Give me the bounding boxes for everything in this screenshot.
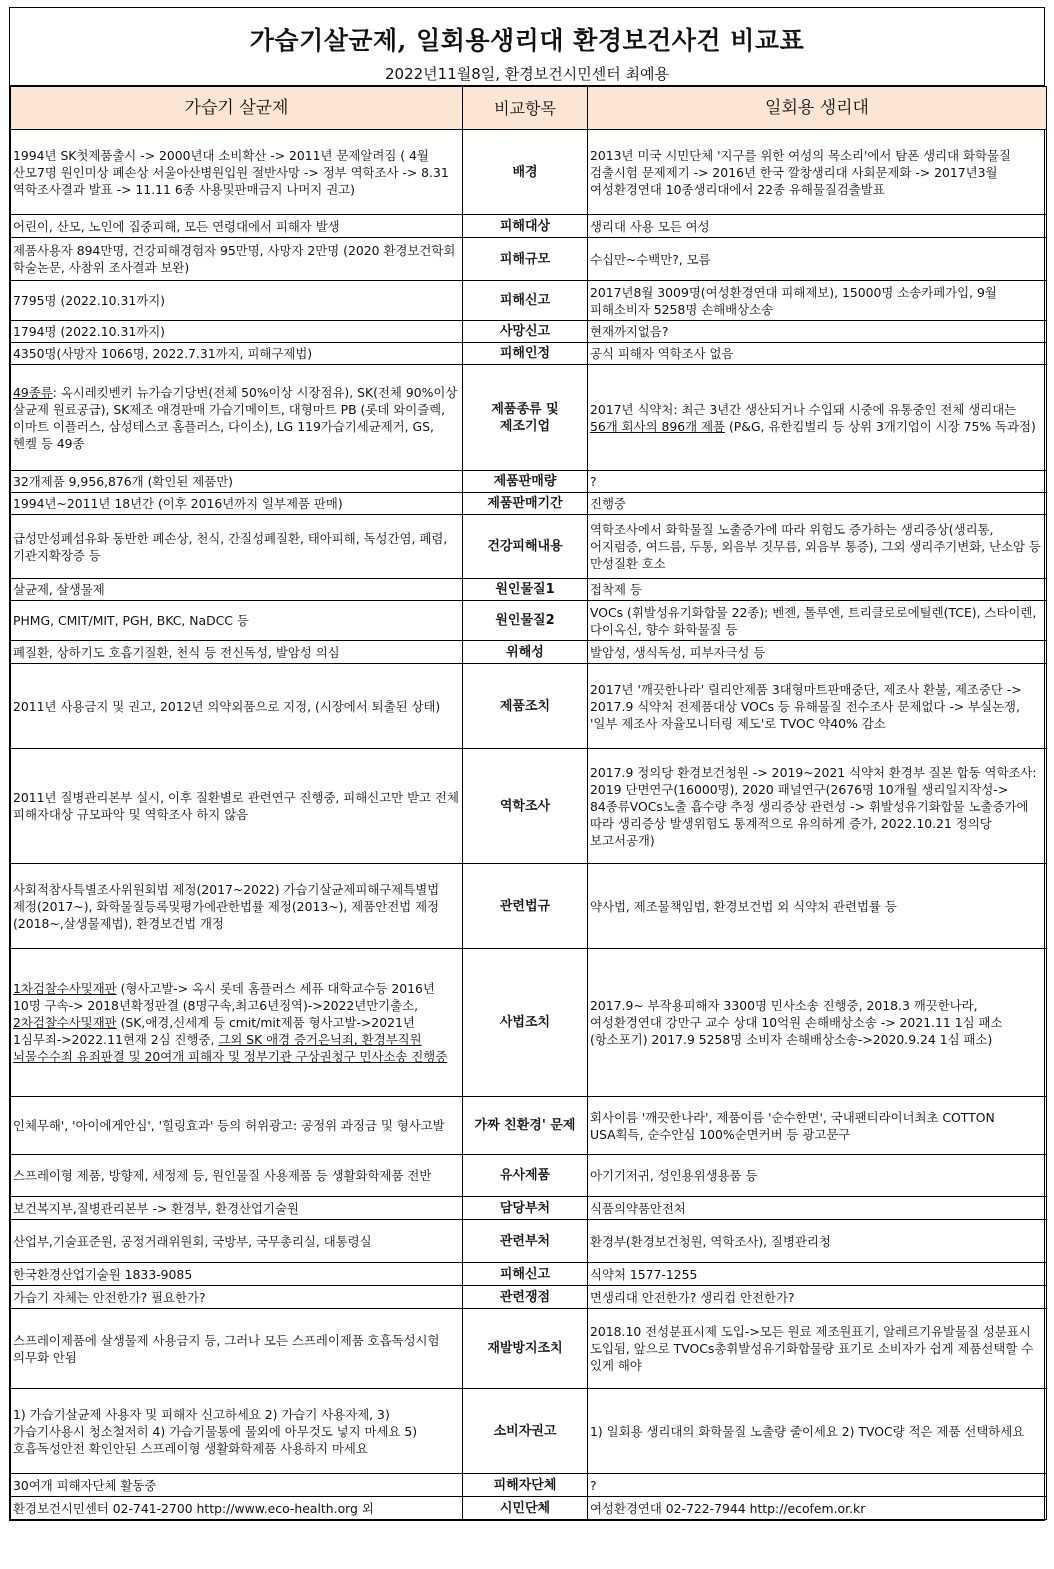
cell-item: 건강피해내용 <box>463 515 588 579</box>
cell-item: 피해신고 <box>463 281 588 321</box>
table-row <box>11 1263 1047 1286</box>
cell-right: 면생리대 안전한가? 생리컵 안전한가? <box>588 1286 1047 1309</box>
underlined-text: 1차검찰수사및재판 <box>13 981 117 996</box>
cell-right: 여성환경연대 02-722-7944 http://ecofem.or.kr <box>588 1497 1047 1520</box>
table-row <box>11 949 1047 1097</box>
cell-left: 환경보건시민센터 02-741-2700 http://www.eco-health.org 외 <box>11 1497 463 1520</box>
cell-item: 피해인정 <box>463 343 588 365</box>
cell-right: 생리대 사용 모든 여성 <box>588 215 1047 238</box>
table-row <box>11 664 1047 749</box>
cell-item: 관련법규 <box>463 864 588 949</box>
comparison-sheet <box>9 7 1045 1521</box>
cell-right: 접착제 등 <box>588 579 1047 601</box>
cell-item: 역학조사 <box>463 749 588 864</box>
table-header-row <box>11 87 1047 130</box>
cell-left: 어린이, 산모, 노인에 집중피해, 모든 연령대에서 피해자 발생 <box>11 215 463 238</box>
cell-item: 피해대상 <box>463 215 588 238</box>
cell-left <box>11 365 463 471</box>
cell-right: 2013년 미국 시민단체 '지구를 위한 여성의 목소리'에서 탐폰 생리대 화학물질 검출시험 문제제기 -> 2016년 한국 깔창생리대 사회문제화 -> 2017년3월 여성환경연대 10종생리대에서 22종 유해물질검출발표 <box>588 130 1047 215</box>
cell-item: 사망신고 <box>463 321 588 343</box>
table-row <box>11 1286 1047 1309</box>
cell-right: ? <box>588 1474 1047 1497</box>
cell-text: 2017년 식약처: 최근 3년간 생산되거나 수입돼 시중에 유통중인 전체 생리대는 <box>590 401 1017 417</box>
cell-right: 약사법, 제조물책임법, 환경보건법 외 식약처 관련법률 등 <box>588 864 1047 949</box>
cell-right: 2017년8월 3009명(여성환경연대 피해제보), 15000명 소송카페가입, 9월 피해소비자 5258명 손해배상소송 <box>588 281 1047 321</box>
cell-right: 회사이름 '깨끗한나라', 제품이름 '순수한면', 국내팬티라이너최초 COTTON USA획득, 순수안심 100%순면커버 등 광고문구 <box>588 1097 1047 1155</box>
cell-right: 현재까지없음? <box>588 321 1047 343</box>
cell-right: 2017.9~ 부작용피해자 3300명 민사소송 진행중, 2018.3 깨끗한나라, 여성환경연대 강만구 교수 상대 10억원 손해배상소송 -> 2021.11 1심 패소(항소포기) 2017.9 5258명 소비자 손해배상소송->2020.9.24 1심 패소) <box>588 949 1047 1097</box>
table-row <box>11 215 1047 238</box>
cell-item: 제품판매기간 <box>463 493 588 515</box>
cell-item: 재발방지조치 <box>463 1309 588 1389</box>
cell-left: PHMG, CMIT/MIT, PGH, BKC, NaDCC 등 <box>11 601 463 641</box>
table-row <box>11 281 1047 321</box>
cell-item: 관련쟁점 <box>463 1286 588 1309</box>
header-right: 일회용 생리대 <box>588 87 1047 130</box>
table-row <box>11 343 1047 365</box>
cell-left: 32개제품 9,956,876개 (확인된 제품만) <box>11 471 463 493</box>
header-middle: 비교항목 <box>463 87 588 130</box>
cell-item: 제품종류 및 제조기업 <box>463 365 588 471</box>
table-row <box>11 1389 1047 1474</box>
underlined-text: 56개 회사의 896개 제품 <box>590 418 726 434</box>
cell-left: 7795명 (2022.10.31까지) <box>11 281 463 321</box>
cell-left: 폐질환, 상하기도 호흡기질환, 천식 등 전신독성, 발암성 의심 <box>11 641 463 664</box>
underlined-text: 49종류 <box>13 384 53 400</box>
cell-right: 1) 일회용 생리대의 화학물질 노출량 줄이세요 2) TVOC량 적은 제품 선택하세요 <box>588 1389 1047 1474</box>
table-row <box>11 321 1047 343</box>
cell-item: 시민단체 <box>463 1497 588 1520</box>
table-row <box>11 579 1047 601</box>
cell-item: 관련부처 <box>463 1220 588 1263</box>
table-row <box>11 238 1047 281</box>
cell-item: 원인물질1 <box>463 579 588 601</box>
header-left: 가습기 살균제 <box>11 87 463 130</box>
cell-right: 환경부(환경보건청원, 역학조사), 질병관리청 <box>588 1220 1047 1263</box>
cell-item: 배경 <box>463 130 588 215</box>
table-row <box>11 1220 1047 1263</box>
cell-right: 아기기저귀, 성인용위생용품 등 <box>588 1155 1047 1197</box>
cell-right: 수십만~수백만?, 모름 <box>588 238 1047 281</box>
cell-right: 진행중 <box>588 493 1047 515</box>
cell-item: 담당부처 <box>463 1197 588 1220</box>
cell-left <box>11 949 463 1097</box>
cell-left: 제품사용자 894만명, 건강피해경험자 95만명, 사망자 2만명 (2020 환경보건학회 학술논문, 사참위 조사결과 보완) <box>11 238 463 281</box>
cell-item: 피해신고 <box>463 1263 588 1286</box>
cell-left: 한국환경산업기술원 1833-9085 <box>11 1263 463 1286</box>
cell-right <box>588 365 1047 471</box>
cell-text: (P&G, 유한킴벌리 등 상위 3개기업이 시장 75% 독과점) <box>725 418 1036 434</box>
page-subtitle: 2022년11월8일, 환경보건시민센터 최예용 <box>385 65 669 83</box>
table-row <box>11 1155 1047 1197</box>
cell-item: 제품조치 <box>463 664 588 749</box>
cell-left: 보건복지부,질병관리본부 -> 환경부, 환경산업기술원 <box>11 1197 463 1220</box>
cell-left: 2011년 사용금지 및 권고, 2012년 의약외품으로 지정, (시장에서 퇴출된 상태) <box>11 664 463 749</box>
cell-item: 위해성 <box>463 641 588 664</box>
cell-right: 2018.10 전성분표시제 도입->모든 원료 제조원표기, 알레르기유발물질 성분표시 도입됨, 앞으로 TVOCs총휘발성유기화합물량 표기로 소비자가 쉽게 제품선택할 수 있게 해야 <box>588 1309 1047 1389</box>
cell-right: VOCs (휘발성유기화합물 22종); 벤젠, 톨루엔, 트리클로로에틸렌(TCE), 스타이렌, 다이옥신, 향수 화학물질 등 <box>588 601 1047 641</box>
cell-left: 1) 가습기살균제 사용자 및 피해자 신고하세요 2) 가습기 사용자제, 3) 가습기사용시 청소철저히 4) 가습기물통에 물외에 아무것도 넣지 마세요 5) 호흡독성안전 확인안된 스프레이형 생활화학제품 사용하지 마세요 <box>11 1389 463 1474</box>
table-row <box>11 641 1047 664</box>
title-box <box>10 8 1044 86</box>
cell-left: 살균제, 살생물제 <box>11 579 463 601</box>
table-row <box>11 1497 1047 1520</box>
cell-right: 발암성, 생식독성, 피부자극성 등 <box>588 641 1047 664</box>
cell-item: 피해자단체 <box>463 1474 588 1497</box>
cell-left: 스프레이형 제품, 방향제, 세정제 등, 원인물질 사용제품 등 생활화학제품 전반 <box>11 1155 463 1197</box>
table-row <box>11 1309 1047 1389</box>
cell-right: 공식 피해자 역학조사 없음 <box>588 343 1047 365</box>
cell-right: 식약처 1577-1255 <box>588 1263 1047 1286</box>
cell-item: 제품판매량 <box>463 471 588 493</box>
cell-right: 2017.9 정의당 환경보건청원 -> 2019~2021 식약처 환경부 질본 합동 역학조사: 2019 단면연구(16000명), 2020 패널연구(2676명 10개월 생리일지작성-> 84종류VOCs노출 흡수량 추정 생리증상 관련성 -> 휘발성유기화합물 노출증가에 따라 생리증상 발생위험도 통계적으로 유의하게 증가, 2022.10.21 정의당 보고서공개) <box>588 749 1047 864</box>
cell-left: 급성만성폐섬유화 동반한 폐손상, 천식, 간질성폐질환, 태아피해, 독성간염, 폐렴, 기관지확장증 등 <box>11 515 463 579</box>
table-row <box>11 864 1047 949</box>
underlined-text: 그외 SK 애경 증거은닉죄, 환경부직원 뇌물수수죄 유죄판결 및 20여개 피해자 및 정부기관 구상권청구 민사소송 진행중 <box>13 1032 448 1064</box>
cell-text: (SK,애경,신세계 등 cmit/mit제품 형사고발->2021년 1심무죄->2022.11현재 2심 진행중, <box>13 1015 415 1047</box>
table-row <box>11 1474 1047 1497</box>
cell-text: (형사고발-> 옥시 롯데 홈플러스 세퓨 대학교수등 2016년 10명 구속-> 2018년확정판결 (8명구속,최고6년징역)->2022년만기출소, <box>13 981 435 1013</box>
cell-item: 피해규모 <box>463 238 588 281</box>
cell-left: 1994년 SK첫제품출시 -> 2000년대 소비확산 -> 2011년 문제알려짐 ( 4월 산모7명 원인미상 폐손상 서울아산병원입원 절반사망 -> 정부 역학조사 -> 8.31 역학조사결과 발표 -> 11.11 6종 사용및판매금지 나머지 권고) <box>11 130 463 215</box>
cell-left: 스프레이제품에 살생물제 사용금지 등, 그러나 모든 스프레이제품 호흡독성시험 의무화 안됨 <box>11 1309 463 1389</box>
cell-item: 가짜 친환경' 문제 <box>463 1097 588 1155</box>
table-row <box>11 471 1047 493</box>
cell-left: 30여개 피해자단체 활동중 <box>11 1474 463 1497</box>
cell-left: 2011년 질병관리본부 실시, 이후 질환별로 관련연구 진행중, 피해신고만 받고 전체 피해자대상 규모파악 및 역학조사 하지 않음 <box>11 749 463 864</box>
cell-item: 유사제품 <box>463 1155 588 1197</box>
table-row <box>11 749 1047 864</box>
cell-item: 원인물질2 <box>463 601 588 641</box>
cell-item: 소비자권고 <box>463 1389 588 1474</box>
cell-left: 산업부,기술표준원, 공정거래위원회, 국방부, 국무총리실, 대통령실 <box>11 1220 463 1263</box>
table-row <box>11 515 1047 579</box>
cell-item: 사법조치 <box>463 949 588 1097</box>
cell-left: 1794명 (2022.10.31까지) <box>11 321 463 343</box>
table-row <box>11 493 1047 515</box>
table-row <box>11 130 1047 215</box>
cell-text: : 옥시레킷벤키 뉴가습기당번(전체 50%이상 시장점유), SK(전체 90%이상 살균제 원료공급), SK제조 애경판매 가습기메이트, 대형마트 PB (롯데 와이즐렉, 이마트 이플러스, 삼성테스코 홈플러스, 다이소), LG 119가습기세균제거, GS, 헨켈 등 49종 <box>13 384 458 451</box>
cell-left: 사회적참사특별조사위원회법 제정(2017~2022) 가습기살균제피해구제특별법 제정(2017~), 화학물질등록및평가에관한법률 제정(2013~), 제품안전법 제정(2018~,살생물제법), 환경보건법 개정 <box>11 864 463 949</box>
cell-left: 1994년~2011년 18년간 (이후 2016년까지 일부제품 판매) <box>11 493 463 515</box>
table-row <box>11 1197 1047 1220</box>
page-title: 가습기살균제, 일회용생리대 환경보건사건 비교표 <box>249 26 805 55</box>
underlined-text: 2차검찰수사및재판 <box>13 1015 117 1030</box>
comparison-table <box>10 86 1047 1520</box>
cell-left: 4350명(사망자 1066명, 2022.7.31까지, 피해구제법) <box>11 343 463 365</box>
cell-right: ? <box>588 471 1047 493</box>
table-row <box>11 1097 1047 1155</box>
cell-right: 식품의약품안전처 <box>588 1197 1047 1220</box>
cell-left: 가습기 자체는 안전한가? 필요한가? <box>11 1286 463 1309</box>
table-row <box>11 601 1047 641</box>
cell-right: 역학조사에서 화학물질 노출증가에 따라 위험도 증가하는 생리증상(생리통, 어지럼증, 여드름, 두통, 외음부 짓무름, 외음부 통증), 그외 생리주기변화, 난소암 등 만성질환 호소 <box>588 515 1047 579</box>
cell-right: 2017년 '깨끗한나라' 릴리안제품 3대형마트판매중단, 제조사 환불, 제조중단 -> 2017.9 식약처 전제품대상 VOCs 등 유해물질 전수조사 문제없다 -> 부실논쟁, '일부 제조사 자율모니터링 제도'로 TVOC 약40% 감소 <box>588 664 1047 749</box>
cell-left: 인체무해', '아이에게안심', '힐링효과' 등의 허위광고: 공정위 과징금 및 형사고발 <box>11 1097 463 1155</box>
table-row <box>11 365 1047 471</box>
